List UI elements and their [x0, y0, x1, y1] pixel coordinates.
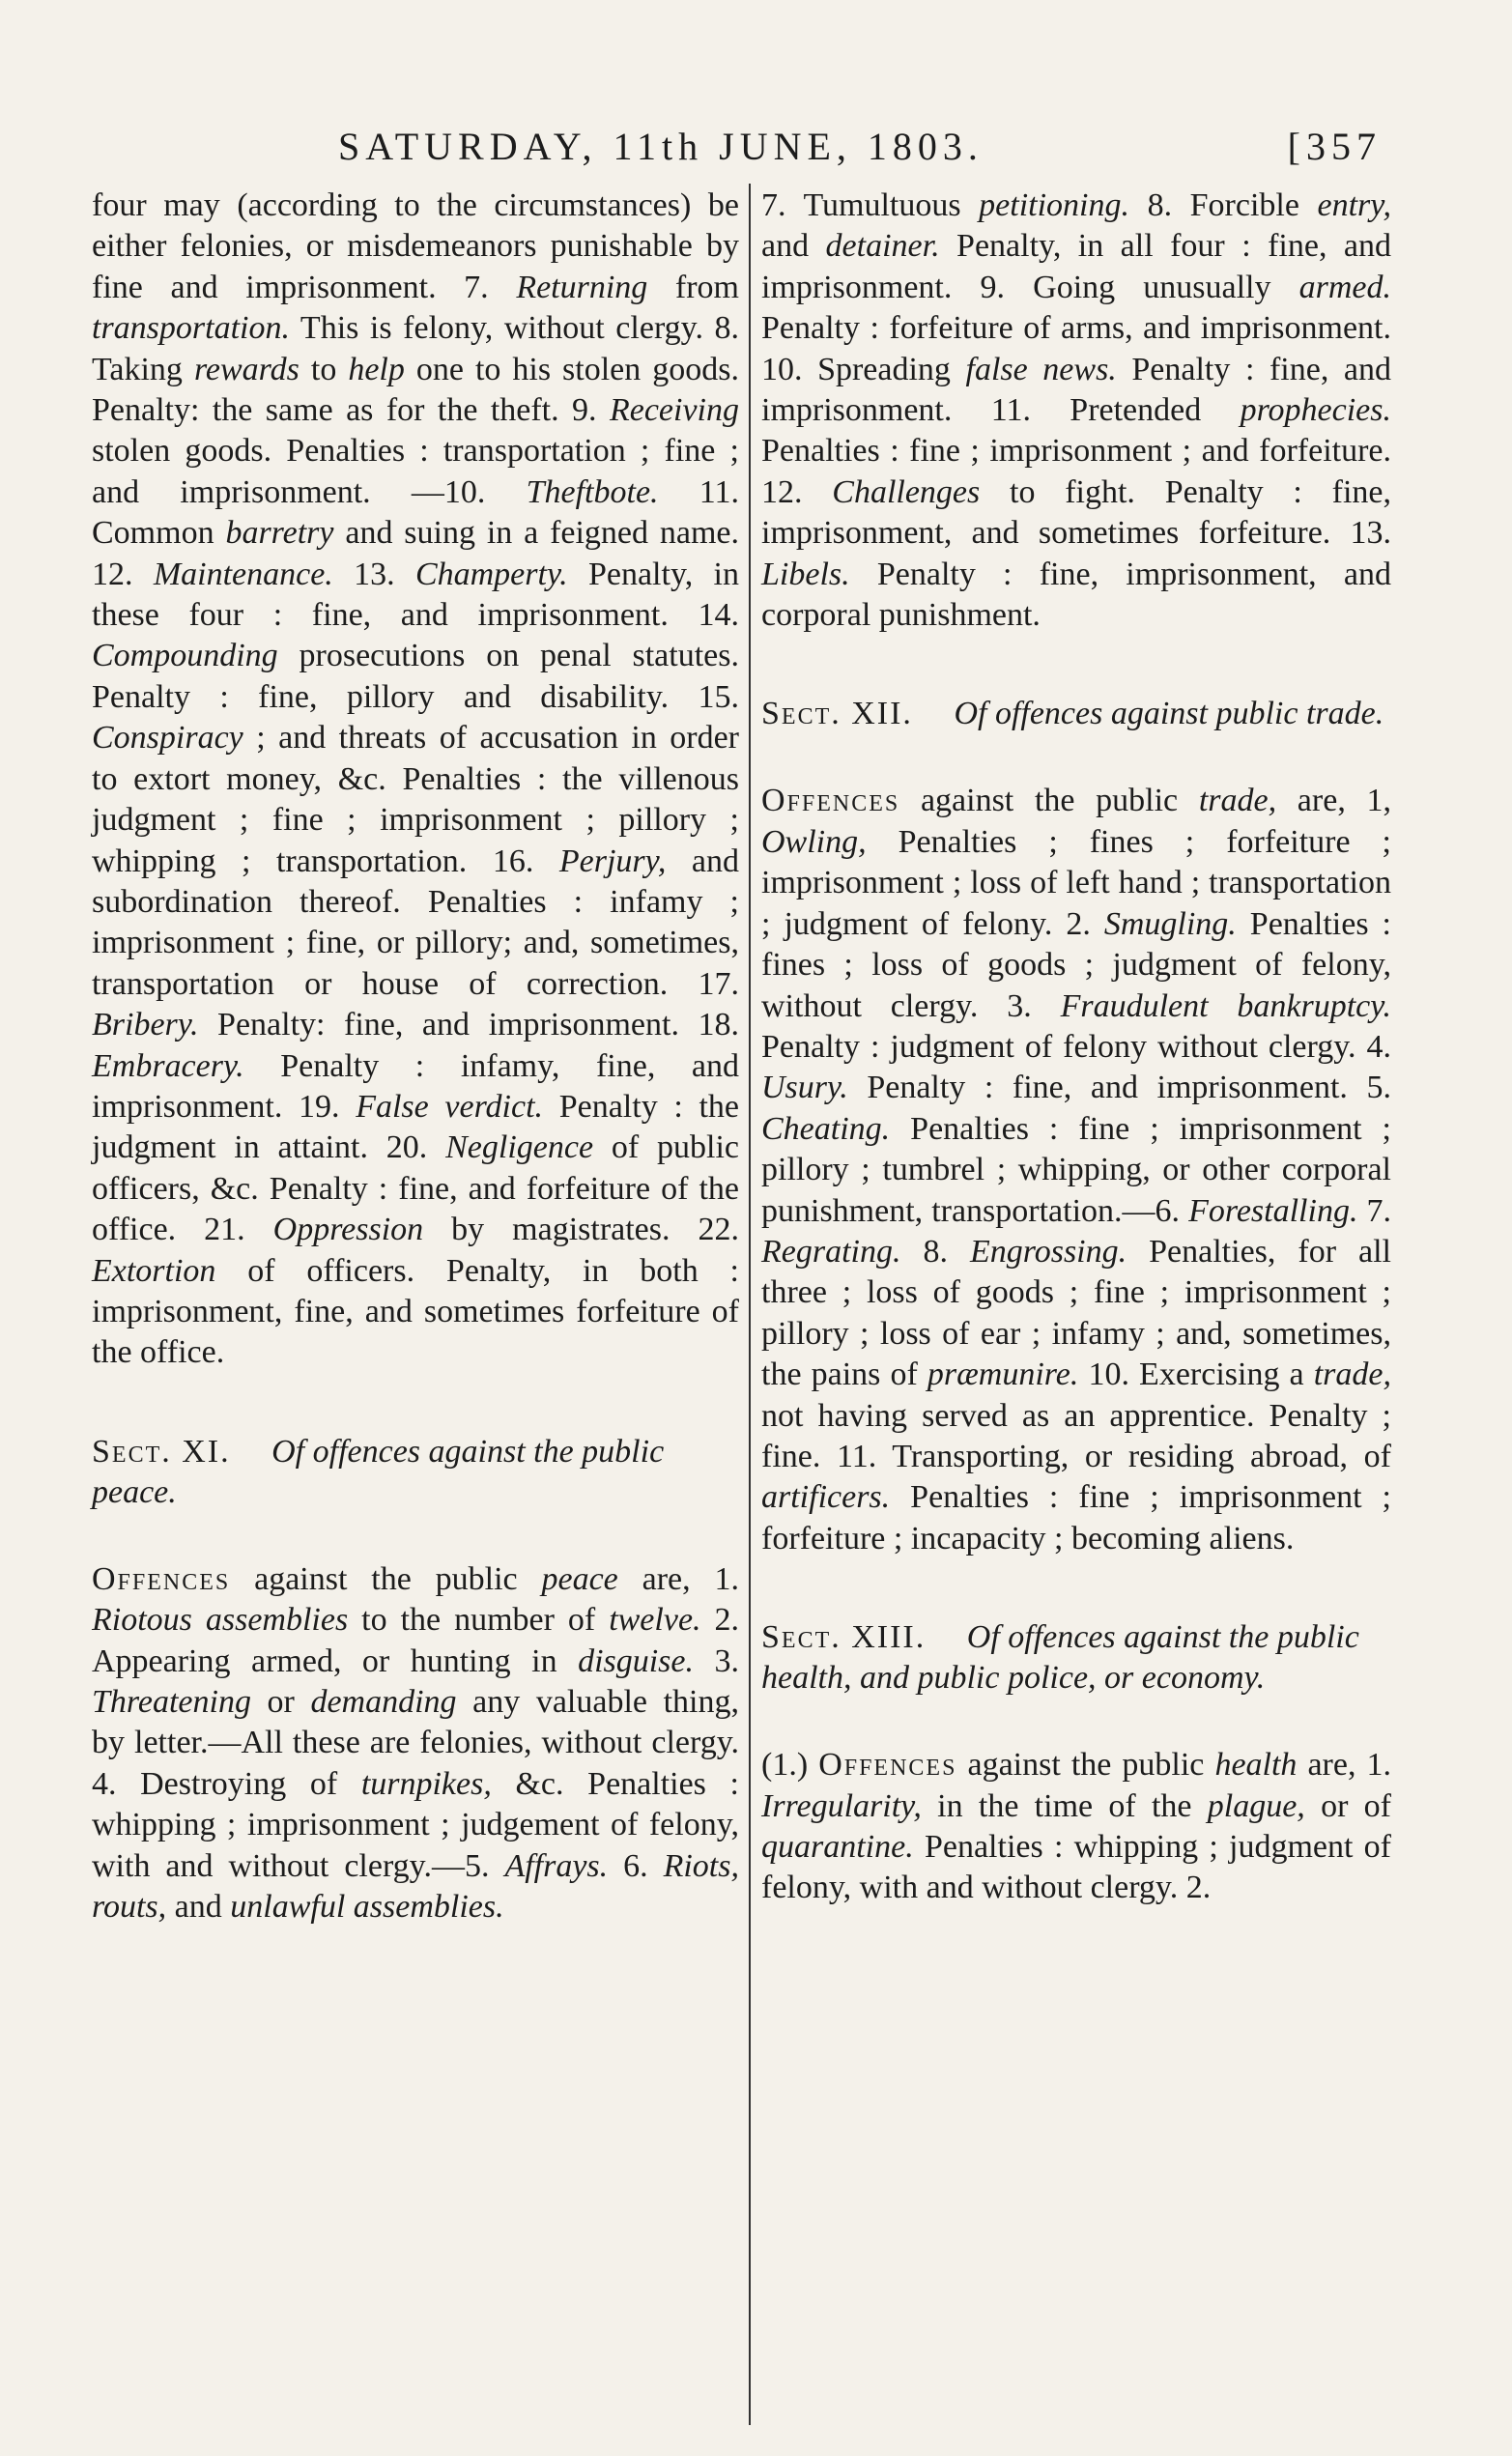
text-run: Penalty: fine, and imprisonment. 18.: [198, 1007, 739, 1043]
paragraph-offences-justice-continued: [92, 186, 739, 1374]
running-header: [338, 124, 1382, 182]
text-run: Penalties : fine ; imprisonment ; pillory ; tumbrel ; whipping, or other corporal punishment, transportation.—6.: [761, 1110, 1391, 1229]
column-rule: [749, 184, 751, 2425]
italic-term: false news.: [965, 351, 1117, 387]
text-run: any valuable thing, by letter.—All these are felonies, without clergy. 4. Destroying of: [92, 1684, 739, 1802]
italic-term: Regrating.: [761, 1233, 901, 1270]
text-run: Penalties : whipping ; judgment of felony, with and without clergy. 2.: [761, 1829, 1391, 1906]
section-heading-xiii: [761, 1617, 1391, 1699]
text-run: against the public: [899, 783, 1199, 819]
section-label: Sect. XII.: [761, 696, 913, 732]
text-run: and suing in a feigned name. 12.: [92, 515, 739, 592]
text-run: Penalty : the judgment in attaint. 20.: [92, 1088, 739, 1166]
text-run: by magistrates. 22.: [423, 1212, 739, 1248]
left-column: [92, 186, 739, 1928]
text-run: Penalties : fines ; loss of goods ; judgment of felony, without clergy. 3.: [761, 905, 1391, 1024]
text-run: 7. Tumultuous: [761, 187, 980, 223]
italic-term: Receiving: [609, 392, 739, 429]
italic-term: Oppression: [272, 1212, 424, 1248]
italic-term: twelve.: [609, 1602, 701, 1639]
text-run: in the time of the: [921, 1787, 1208, 1824]
italic-term: unlawful assemblies.: [230, 1889, 504, 1926]
italic-term: Fraudulent bankruptcy.: [1060, 987, 1391, 1024]
text-run: one to his stolen goods. Penalty: the same as for the theft. 9.: [92, 351, 739, 429]
italic-term: Theftbote.: [526, 473, 659, 510]
italic-term: Extortion: [92, 1252, 216, 1289]
text-run: not having served as an apprentice. Penalty ; fine. 11. Transporting, or residing abroad, of: [761, 1397, 1391, 1474]
italic-term: help: [348, 351, 405, 387]
text-run: Penalties, for all three ; loss of goods ; fine ; imprisonment ; pillory ; loss of ear ; infamy ; and, sometimes, the pains of: [761, 1233, 1392, 1393]
text-run: 10. Exercising a: [1078, 1357, 1314, 1393]
italic-term: Maintenance.: [153, 556, 333, 592]
text-run: (1.): [761, 1747, 819, 1784]
text-run: 8. Forcible: [1129, 187, 1318, 223]
italic-term: entry,: [1317, 187, 1391, 223]
italic-term: Libels.: [761, 556, 850, 592]
section-label: Sect. XIII.: [761, 1619, 927, 1656]
italic-term: False verdict.: [356, 1088, 544, 1125]
italic-term: plague,: [1207, 1787, 1305, 1824]
text-run: prosecutions on penal statutes. Penalty : fine, pillory and disability. 15.: [92, 638, 739, 715]
section-heading-xi: [92, 1432, 739, 1513]
text-run: and: [166, 1889, 231, 1926]
text-run: 13.: [332, 556, 415, 592]
text-run: &c. Penalties : whipping ; imprisonment ; judgement of felony, with and without clergy.—5.: [92, 1765, 739, 1884]
italic-term: Challenges: [832, 473, 981, 510]
italic-term: Riots, routs,: [92, 1847, 739, 1926]
text-run: to fight. Penalty : fine, imprisonment, and sometimes forfeiture. 13.: [761, 473, 1392, 552]
italic-term: trade,: [1313, 1357, 1391, 1393]
italic-term: Compounding: [92, 638, 278, 674]
italic-term: armed.: [1298, 269, 1391, 305]
right-column: [761, 186, 1391, 1909]
italic-term: Returning: [516, 269, 648, 305]
paragraph-offences-public-health: [761, 1745, 1391, 1909]
italic-term: health: [1214, 1747, 1298, 1784]
text-run: and: [761, 228, 826, 265]
text-run: 2. Appearing armed, or hunting in: [92, 1602, 739, 1679]
text-run: of officers. Penalty, in both : imprisonment, fine, and sometimes forfeiture of the office.: [92, 1252, 739, 1371]
italic-term: Affrays.: [504, 1847, 609, 1884]
section-heading-xii: [761, 694, 1391, 734]
italic-term: prophecies.: [1240, 392, 1391, 429]
italic-term: Irregularity,: [761, 1787, 922, 1824]
italic-term: demanding: [310, 1684, 457, 1720]
italic-term: Smugling.: [1103, 905, 1237, 942]
text-run: and subordination thereof. Penalties : infamy ; imprisonment ; fine, or pillory; and, sometimes, transportation or house of correction. 17.: [92, 842, 739, 1002]
italic-term: turnpikes,: [360, 1765, 492, 1802]
italic-term: transportation.: [92, 310, 290, 347]
text-run: Penalties : fine ; imprisonment ; and forfeiture. 12.: [761, 433, 1391, 510]
text-run: Offences: [761, 783, 900, 819]
text-run: 8.: [900, 1233, 970, 1270]
italic-term: Riotous assemblies: [92, 1602, 349, 1639]
italic-term: Embracery.: [92, 1047, 244, 1084]
text-run: Penalty : infamy, fine, and imprisonment. 19.: [92, 1047, 739, 1125]
text-run: 11. Common: [92, 473, 739, 552]
italic-term: detainer.: [825, 228, 940, 265]
text-run: Penalty : judgment of felony without clergy. 4.: [761, 1028, 1391, 1065]
section-label: Sect. XI.: [92, 1433, 231, 1470]
italic-term: rewards: [193, 351, 300, 387]
text-run: to: [299, 351, 349, 387]
section-title: Of offences against public trade.: [954, 696, 1384, 732]
text-run: are, 1,: [1276, 783, 1391, 819]
text-run: stolen goods. Penalties : transportation ; fine ; and imprisonment. —10.: [92, 433, 739, 510]
text-run: Offences: [92, 1560, 231, 1597]
italic-term: Champerty.: [414, 556, 568, 592]
text-run: are, 1.: [617, 1560, 739, 1597]
italic-term: Owling,: [761, 823, 867, 860]
text-run: 6.: [608, 1847, 664, 1884]
text-run: to the number of: [348, 1602, 610, 1639]
italic-term: quarantine.: [761, 1829, 914, 1865]
section-title: Of offences against the public peace.: [92, 1433, 665, 1510]
paragraph-offences-public-trade: [761, 781, 1391, 1559]
text-run: from: [647, 269, 740, 305]
italic-term: petitioning.: [979, 187, 1129, 223]
text-run: 3.: [694, 1642, 740, 1679]
italic-term: Perjury,: [558, 842, 667, 879]
text-run: or of: [1304, 1787, 1391, 1824]
italic-term: Threatening: [92, 1684, 251, 1720]
page-number: [357: [1287, 125, 1382, 168]
italic-term: Engrossing.: [969, 1233, 1127, 1270]
text-run: are, 1.: [1297, 1747, 1391, 1784]
text-run: This is felony, without clergy. 8. Taking: [92, 310, 739, 387]
italic-term: Bribery.: [92, 1007, 199, 1043]
text-run: Penalty : fine, and imprisonment. 5.: [847, 1070, 1391, 1106]
italic-term: Negligence: [445, 1129, 594, 1166]
italic-term: præmunire.: [927, 1357, 1079, 1393]
italic-term: Cheating.: [761, 1110, 891, 1147]
text-run: four may (according to the circumstances) be either felonies, or misdemeanors punishable by fine and imprisonment. 7.: [92, 187, 739, 305]
italic-term: peace: [541, 1560, 618, 1597]
text-run: against the public: [956, 1747, 1215, 1784]
paragraph-offences-public-peace: [92, 1559, 739, 1928]
text-run: Penalties : fine ; imprisonment ; forfeiture ; incapacity ; becoming aliens.: [761, 1479, 1391, 1556]
text-run: Penalty, in these four : fine, and imprisonment. 14.: [92, 556, 739, 634]
italic-term: barretry: [225, 515, 334, 552]
text-run: Penalty : forfeiture of arms, and imprisonment. 10. Spreading: [761, 310, 1391, 387]
text-run: Penalty : fine, and imprisonment. 11. Pretended: [761, 351, 1391, 429]
text-run: 7.: [1357, 1192, 1391, 1229]
text-run: Penalties ; fines ; forfeiture ; imprisonment ; loss of left hand ; transportation ; judgment of felony. 2.: [761, 823, 1391, 942]
text-run: Penalty, in all four : fine, and imprisonment. 9. Going unusually: [761, 228, 1391, 305]
text-run: ; and threats of accusation in order to extort money, &c. Penalties : the villenous judgment ; fine ; imprisonment ; pillory ; whipping ; transportation. 16.: [92, 720, 739, 879]
italic-term: Conspiracy: [92, 720, 243, 757]
italic-term: Forestalling.: [1188, 1192, 1358, 1229]
paragraph-offences-peace-continued: [761, 186, 1391, 636]
italic-term: Usury.: [761, 1070, 848, 1106]
text-run: Offences: [818, 1747, 957, 1784]
italic-term: disguise.: [578, 1642, 695, 1679]
italic-term: trade,: [1198, 783, 1277, 819]
text-run: against the public: [230, 1560, 542, 1597]
italic-term: artificers.: [761, 1479, 891, 1516]
text-run: Penalty : fine, imprisonment, and corporal punishment.: [761, 556, 1391, 634]
text-run: or: [250, 1684, 311, 1720]
section-title: Of offences against the public health, and public police, or economy.: [761, 1619, 1359, 1697]
header-date: SATURDAY, 11th JUNE, 1803.: [338, 125, 984, 168]
text-run: of public officers, &c. Penalty : fine, and forfeiture of the office. 21.: [92, 1129, 740, 1248]
